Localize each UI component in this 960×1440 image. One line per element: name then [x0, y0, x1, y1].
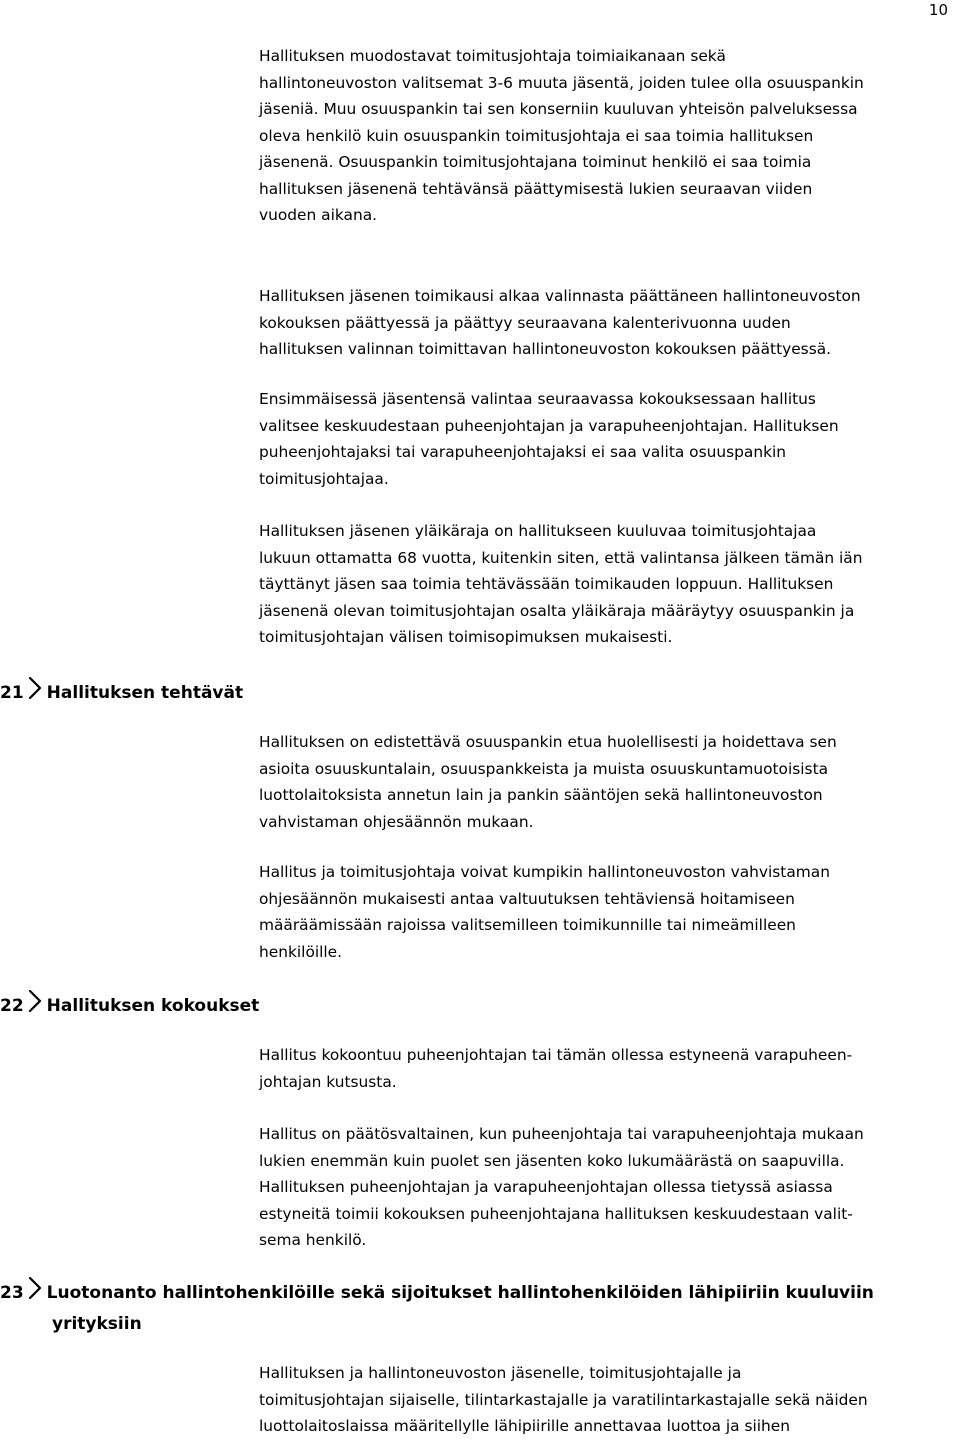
paragraph: Hallituksen jäsenen yläikäraja on hallitukseen kuuluvaa toimitusjohtajaa lukuun ottamatta 68 vuotta, kuitenkin siten, että valintansa jälkeen tämän iän täyttänyt jäsen saa toimia tehtävässään toimikauden loppuun. Hallituksen jäsenenä olevan toimitusjohtajan osalta yläikäraja määräytyy osuuspankin ja toimitusjohtajan välisen toimisopimuksen mukaisesti.: [259, 522, 863, 646]
paragraph: Hallituksen jäsenen toimikausi alkaa valinnasta päättäneen hallintoneuvoston kokouksen päättyessä ja päättyy seuraavana kalenterivuonna uuden hallituksen valinnan toimittavan hallintoneuvoston kokouksen päättyessä.: [259, 287, 861, 358]
section-sign-icon: [28, 1277, 42, 1309]
paragraph: Hallitus ja toimitusjohtaja voivat kumpikin hallintoneuvoston vahvistaman ohjesäännön mukaisesti antaa valtuutuksen tehtäviensä hoitamiseen määräämissään rajoissa valitsemilleen toimikunnille tai nimeämilleen henkilöille.: [259, 863, 830, 961]
section-title: Hallituksen kokoukset: [46, 996, 260, 1016]
section-heading-line: [0, 1277, 955, 1309]
section-number: 22: [0, 996, 24, 1016]
section-heading-23: [0, 1277, 955, 1339]
section-title-continued: yrityksiin: [52, 1314, 142, 1334]
paragraph: Hallitus on päätösvaltainen, kun puheenjohtaja tai varapuheenjohtaja mukaan lukien enemmän kuin puolet sen jäsenten koko lukumäärästä on saapuvilla. Hallituksen puheenjohtajan ja varapuheenjohtajan ollessa tietyssä asiassa estyneitä toimii kokouksen puheenjohtajana hallituksen keskuudestaan valit- sema henkilö.: [259, 1125, 864, 1249]
section-title: Luotonanto hallintohenkilöille sekä sijoitukset hallintohenkilöiden lähipiiriin kuuluviin: [46, 1283, 874, 1303]
section-number: 23: [0, 1283, 24, 1303]
paragraph: Hallitus kokoontuu puheenjohtajan tai tämän ollessa estyneenä varapuheen- johtajan kutsusta.: [259, 1046, 853, 1091]
section-sign-icon: [28, 990, 42, 1022]
paragraph: Ensimmäisessä jäsentensä valintaa seuraavassa kokouksessaan hallitus valitsee keskuudestaan puheenjohtajan ja varapuheenjohtajan. Hallituksen puheenjohtajaksi tai varapuheenjohtajaksi ei saa valita osuuspankin toimitusjohtajaa.: [259, 390, 839, 488]
section-number: 21: [0, 683, 24, 703]
page-number: 10: [928, 1, 948, 19]
section-title: Hallituksen tehtävät: [46, 683, 244, 703]
section-heading-21: [0, 677, 243, 709]
paragraph: Hallituksen ja hallintoneuvoston jäsenelle, toimitusjohtajalle ja toimitusjohtajan sijaiselle, tilintarkastajalle ja varatilintarkastajalle sekä näiden luottolaitoslaissa määritellylle lähipiirille annettavaa luottoa ja siihen: [259, 1364, 868, 1435]
paragraph: Hallituksen on edistettävä osuuspankin etua huolellisesti ja hoidettava sen asioita osuuskuntalain, osuuspankkeista ja muista osuuskuntamuotoisista luottolaitoksista annetun lain ja pankin sääntöjen sekä hallintoneuvoston vahvistaman ohjesäännön mukaan.: [259, 733, 837, 831]
section-heading-22: [0, 990, 259, 1022]
section-sign-icon: [28, 677, 42, 709]
paragraph: Hallituksen muodostavat toimitusjohtaja toimiaikanaan sekä hallintoneuvoston valitsemat 3-6 muuta jäsentä, joiden tulee olla osuuspankin jäseniä. Muu osuuspankin tai sen konserniin kuuluvan yhteisön palveluksessa oleva henkilö kuin osuuspankin toimitusjohtaja ei saa toimia hallituksen jäsenenä. Osuuspankin toimitusjohtajana toiminut henkilö ei saa toimia hallituksen jäsenenä tehtävänsä päättymisestä lukien seuraavan viiden vuoden aikana.: [259, 47, 864, 224]
